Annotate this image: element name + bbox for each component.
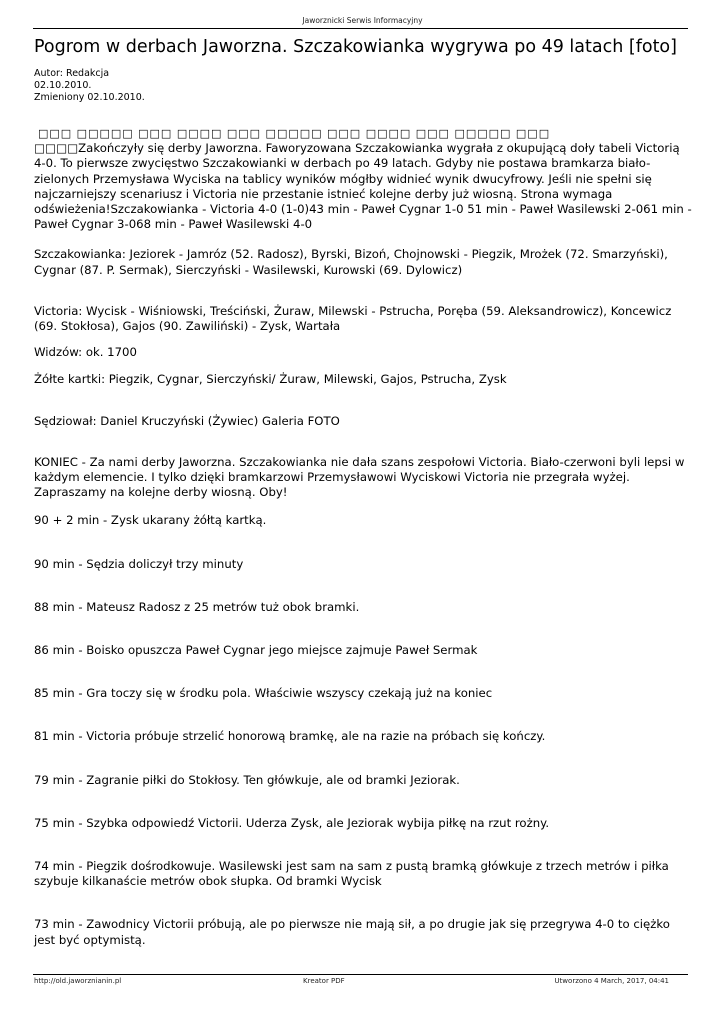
article-body bbox=[34, 126, 694, 948]
article-title: Pogrom w derbach Jaworzna. Szczakowianka wygrywa po 49 latach [foto] bbox=[34, 37, 677, 57]
referee: Sędziował: Daniel Kruczyński (Żywiec) Galeria FOTO bbox=[34, 413, 340, 428]
article-intro: □□□□Zakończyły się derby Jaworzna. Faworyzowana Szczakowianka wygrała z okupującą doły tabeli Victorią 4-0. To pierwsze zwycięstwo Szczakowianki w derbach po 49 latach. Gdyby nie postawa bramkarza biało-zielonych Przemysława Wyciska na tablicy wyników mógłby widnieć wynik dwucyfrowy. Jeśli nie spełni się najczarniejszy scenariusz i Victoria nie przestanie istnieć kolejne derby już wiosną. Strona wymaga odświeżenia!Szczakowianka - Victoria 4-0 (1-0)43 min - Paweł Cygnar 1-0 51 min - Paweł Wasilewski 2-061 min - Paweł Cygnar 3-068 min - Paweł Wasilewski 4-0 bbox=[34, 141, 692, 232]
article-author: Autor: Redakcja bbox=[34, 68, 110, 79]
article-modified: Zmieniony 02.10.2010. bbox=[34, 92, 145, 103]
event-item: 90 + 2 min - Zysk ukarany żółtą kartką. bbox=[34, 513, 267, 528]
event-item: 73 min - Zawodnicy Victorii próbują, ale po pierwsze nie mają sił, a po drugie jak się przegrywa 4-0 to ciężko jest być optymistą. bbox=[34, 917, 670, 947]
lineup-home: Szczakowianka: Jeziorek - Jamróz (52. Radosz), Byrski, Bizoń, Chojnowski - Piegzik, Mrożek (72. Smarzyński), Cygnar (87. P. Sermak), Sierczyński - Wasilewski, Kurowski (69. Dylowicz) bbox=[34, 247, 668, 277]
event-item: 79 min - Zagranie piłki do Stokłosy. Ten główkuje, ale od bramki Jeziorak. bbox=[34, 772, 460, 787]
yellow-cards: Żółte kartki: Piegzik, Cygnar, Sierczyński/ Żuraw, Milewski, Gajos, Pstrucha, Zysk bbox=[34, 372, 507, 387]
garbled-text: □□□ □□□□□ □□□ □□□□ □□□ □□□□□ □□□ □□□□ □□□ □□□□□ □□□ bbox=[38, 127, 551, 140]
attendance: Widzów: ok. 1700 bbox=[34, 345, 137, 360]
event-item: 90 min - Sędzia doliczył trzy minuty bbox=[34, 556, 244, 571]
event-item: 86 min - Boisko opuszcza Paweł Cygnar jego miejsce zajmuje Paweł Sermak bbox=[34, 643, 478, 658]
article-date: 02.10.2010. bbox=[34, 80, 92, 91]
event-item: 74 min - Piegzik dośrodkowuje. Wasilewski jest sam na sam z pustą bramką główkuje z trzech metrów i piłka szybuje kilkanaście metrów obok słupka. Od bramki Wycisk bbox=[34, 859, 669, 889]
header-rule bbox=[33, 28, 688, 29]
footer-rule bbox=[33, 974, 688, 975]
event-item: 88 min - Mateusz Radosz z 25 metrów tuż obok bramki. bbox=[34, 599, 360, 614]
match-summary: KONIEC - Za nami derby Jaworzna. Szczakowianka nie dała szans zespołowi Victoria. Biało-czerwoni byli lepsi w każdym elemencie. I tylko dzięki bramkarzowi Przemysławowi Wyciskowi Victoria nie przegrała wyżej. Zapraszamy na kolejne derby wiosną. Oby! bbox=[34, 454, 685, 500]
event-item: 81 min - Victoria próbuje strzelić honorową bramkę, ale na razie na próbach się kończy. bbox=[34, 729, 546, 744]
lineup-away: Victoria: Wycisk - Wiśniowski, Treściński, Żuraw, Milewski - Pstrucha, Poręba (59. Aleksandrowicz), Koncewicz (69. Stokłosa), Gajos (90. Zawiliński) - Zysk, Wartała bbox=[34, 303, 672, 334]
footer-url[interactable]: http://old.jaworznianin.pl bbox=[34, 977, 122, 985]
footer-created: Utworzono 4 March, 2017, 04:41 bbox=[554, 977, 669, 985]
site-header: Jaworznicki Serwis Informacyjny bbox=[302, 16, 423, 25]
event-item: 85 min - Gra toczy się w środku pola. Właściwie wszyscy czekają już na koniec bbox=[34, 686, 493, 701]
footer-generator: Kreator PDF bbox=[303, 977, 345, 985]
event-item: 75 min - Szybka odpowiedź Victorii. Uderza Zysk, ale Jeziorak wybija piłkę na rzut rożny. bbox=[34, 815, 550, 830]
